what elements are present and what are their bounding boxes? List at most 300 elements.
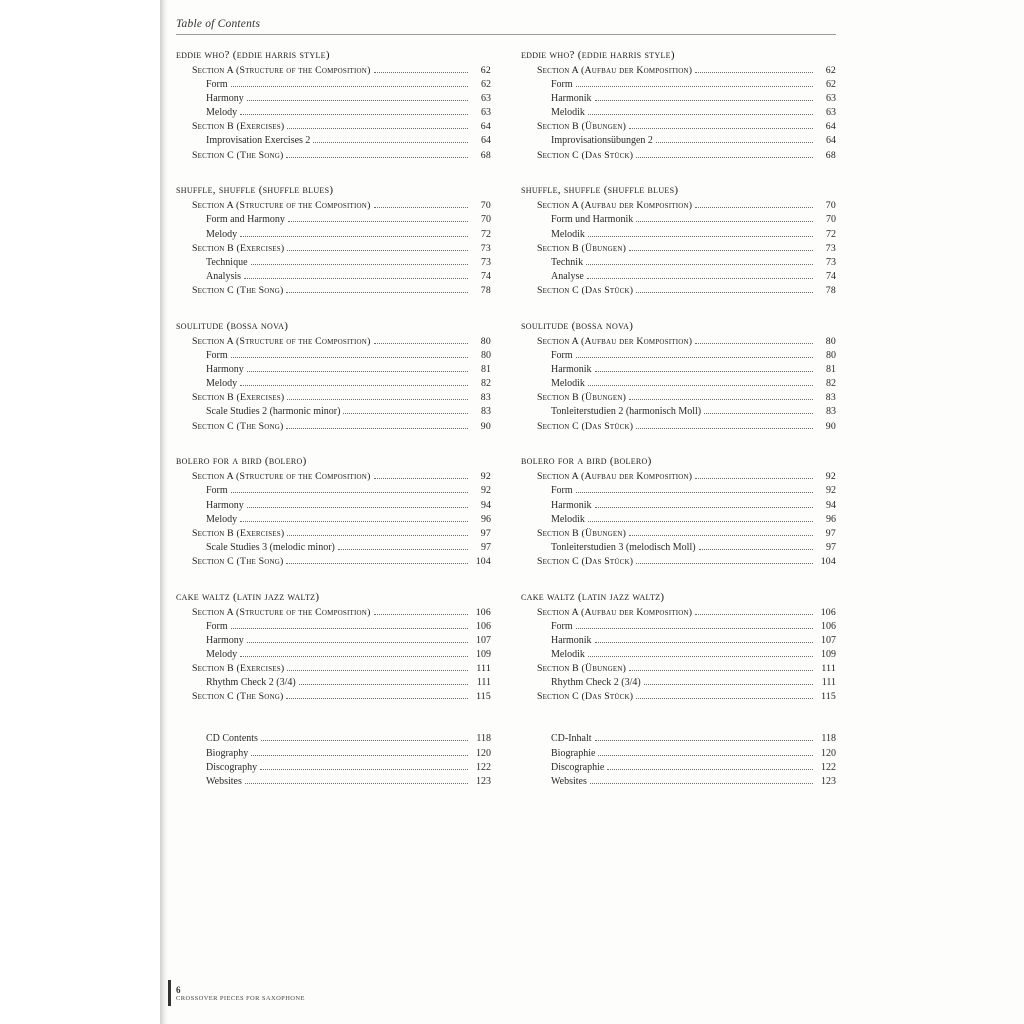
toc-entry-label: Melody xyxy=(206,378,238,390)
toc-leader-dots xyxy=(240,384,468,386)
toc-entry-label: Section C (Das Stück) xyxy=(537,285,634,297)
toc-entry-label: Section A (Aufbau der Komposition) xyxy=(537,471,693,483)
toc-entry[interactable] xyxy=(521,284,836,298)
toc-entry-label: Form xyxy=(551,485,573,497)
toc-entry[interactable] xyxy=(176,606,491,620)
toc-leader-dots xyxy=(299,683,468,685)
toc-leader-dots xyxy=(576,356,813,358)
toc-entry[interactable] xyxy=(521,199,836,213)
toc-entry-label: Section A (Structure of the Composition) xyxy=(192,200,371,212)
toc-entry-label: Section A (Aufbau der Komposition) xyxy=(537,606,693,618)
toc-entry-label: Section B (Übungen) xyxy=(537,392,627,404)
toc-entry-label: Section A (Structure of the Composition) xyxy=(192,65,371,76)
toc-entry[interactable] xyxy=(521,470,836,484)
toc-group xyxy=(176,455,491,568)
toc-entry[interactable] xyxy=(176,662,491,676)
toc-leader-dots xyxy=(240,235,468,237)
toc-leader-dots xyxy=(656,141,813,143)
toc-group xyxy=(176,591,491,704)
toc-leader-dots xyxy=(595,641,813,643)
toc-entry[interactable] xyxy=(521,78,836,92)
toc-leader-dots xyxy=(629,398,813,400)
toc-entry[interactable] xyxy=(521,228,836,242)
toc-entry[interactable] xyxy=(176,120,491,134)
toc-entry-label: Melodik xyxy=(551,513,585,525)
toc-entry-page: 109 xyxy=(476,649,491,661)
toc-entry[interactable] xyxy=(521,620,836,634)
toc-leader-dots xyxy=(260,768,468,770)
toc-entry[interactable] xyxy=(176,513,491,527)
toc-entry-label: Melody xyxy=(206,228,238,240)
toc-entry[interactable] xyxy=(521,541,836,555)
toc-entry-page: 96 xyxy=(826,513,836,525)
toc-entry-label: Section C (The Song) xyxy=(192,691,284,703)
toc-entry-label: Form xyxy=(551,620,573,632)
toc-entry[interactable] xyxy=(176,747,491,761)
toc-entry[interactable] xyxy=(521,391,836,405)
toc-leader-dots xyxy=(374,71,468,73)
toc-group xyxy=(176,184,491,297)
toc-leader-dots xyxy=(287,249,468,251)
toc-leader-dots xyxy=(240,655,468,657)
toc-entry[interactable] xyxy=(521,405,836,419)
toc-entry-label: Section B (Exercises) xyxy=(192,527,285,539)
toc-entry-page: 96 xyxy=(481,513,491,525)
toc-entry-label: Harmonik xyxy=(551,634,592,646)
toc-entry-label: Tonleiterstudien 3 (melodisch Moll) xyxy=(551,541,696,553)
toc-chapter-title[interactable]: cake waltz (latin jazz waltz) xyxy=(521,590,665,603)
toc-entry-page: 80 xyxy=(826,349,836,361)
toc-entry-page: 64 xyxy=(825,121,836,133)
toc-leader-dots xyxy=(695,71,813,73)
toc-entry-label: Analyse xyxy=(551,270,584,282)
toc-entry-page: 94 xyxy=(826,499,836,511)
toc-entry[interactable] xyxy=(521,648,836,662)
toc-entry-label: Section C (Das Stück) xyxy=(537,691,634,703)
toc-entry[interactable] xyxy=(176,256,491,270)
toc-entry-label: Harmonik xyxy=(551,499,592,511)
toc-entry-page: 62 xyxy=(481,78,491,90)
toc-entry[interactable] xyxy=(521,484,836,498)
toc-entry[interactable] xyxy=(176,391,491,405)
toc-leader-dots xyxy=(313,141,468,143)
toc-entry-page: 111 xyxy=(476,663,491,675)
toc-chapter-title[interactable]: soulitude (bossa nova) xyxy=(176,319,289,332)
toc-entry-page: 122 xyxy=(476,761,491,773)
toc-entry[interactable] xyxy=(521,732,836,746)
toc-entry-page: 83 xyxy=(825,392,836,404)
toc-entry-label: Section C (The Song) xyxy=(192,420,284,432)
toc-entry-page: 90 xyxy=(480,420,491,432)
toc-entry[interactable] xyxy=(176,499,491,513)
toc-leader-dots xyxy=(629,669,813,671)
toc-leader-dots xyxy=(629,534,813,536)
toc-leader-dots xyxy=(247,641,468,643)
toc-leader-dots xyxy=(695,613,813,615)
toc-entry[interactable] xyxy=(521,335,836,349)
toc-chapter-title[interactable]: eddie who? (eddie harris style) xyxy=(521,49,675,61)
toc-entry[interactable] xyxy=(521,92,836,106)
toc-entry[interactable] xyxy=(521,499,836,513)
toc-entry-page: 70 xyxy=(826,214,836,226)
toc-entry-label: CD-Inhalt xyxy=(551,733,592,745)
toc-entry[interactable] xyxy=(176,106,491,120)
toc-leader-dots xyxy=(287,398,468,400)
toc-entry-page: 118 xyxy=(821,733,836,745)
toc-leader-dots xyxy=(587,277,813,279)
toc-entry[interactable] xyxy=(521,606,836,620)
toc-entry-label: Melody xyxy=(206,513,238,525)
toc-entry-page: 73 xyxy=(826,256,836,268)
toc-entry[interactable] xyxy=(176,363,491,377)
toc-entry-page: 97 xyxy=(826,541,836,553)
toc-chapter-title[interactable]: shuffle, shuffle (shuffle blues) xyxy=(521,184,679,197)
toc-leader-dots xyxy=(231,356,468,358)
toc-entry[interactable] xyxy=(176,199,491,213)
toc-entry-label: Discography xyxy=(206,761,258,773)
toc-entry[interactable] xyxy=(176,676,491,690)
toc-chapter-title[interactable]: soulitude (bossa nova) xyxy=(521,319,634,332)
toc-entry-page: 72 xyxy=(826,228,836,240)
toc-entry-page: 123 xyxy=(476,775,491,787)
toc-entry[interactable] xyxy=(521,662,836,676)
toc-entry-label: Section A (Structure of the Composition) xyxy=(192,606,371,618)
toc-entry[interactable] xyxy=(176,134,491,148)
toc-leader-dots xyxy=(595,739,813,741)
toc-entry-label: Improvisation Exercises 2 xyxy=(206,135,311,147)
toc-entry-label: Form and Harmony xyxy=(206,214,285,226)
toc-leader-dots xyxy=(595,370,813,372)
toc-entry-label: Rhythm Check 2 (3/4) xyxy=(206,677,296,689)
toc-leader-dots xyxy=(588,235,813,237)
toc-leader-dots xyxy=(286,562,468,564)
toc-leader-dots xyxy=(636,220,813,222)
toc-leader-dots xyxy=(629,249,813,251)
toc-entry[interactable] xyxy=(521,747,836,761)
toc-entry-label: Section B (Exercises) xyxy=(192,663,285,675)
toc-entry-label: Section B (Exercises) xyxy=(192,121,285,133)
toc-entry-label: Websites xyxy=(206,775,242,787)
toc-leader-dots xyxy=(595,506,813,508)
toc-entry-page: 104 xyxy=(475,555,491,567)
toc-entry[interactable] xyxy=(176,527,491,541)
toc-entry[interactable] xyxy=(521,513,836,527)
toc-entry[interactable] xyxy=(521,120,836,134)
toc-entry-page: 73 xyxy=(825,242,836,254)
toc-leader-dots xyxy=(286,697,468,699)
toc-entry[interactable] xyxy=(521,634,836,648)
toc-entry-label: Harmony xyxy=(206,499,244,511)
toc-leader-dots xyxy=(374,206,468,208)
toc-column-de xyxy=(521,49,836,811)
toc-leader-dots xyxy=(586,263,813,265)
toc-entry-label: Form und Harmonik xyxy=(551,214,634,226)
toc-leader-dots xyxy=(374,477,468,479)
toc-entry[interactable] xyxy=(176,349,491,363)
toc-chapter-title[interactable]: eddie who? (eddie harris style) xyxy=(176,49,330,61)
toc-entry-page: 82 xyxy=(826,378,836,390)
toc-entry[interactable] xyxy=(176,270,491,284)
toc-entry[interactable] xyxy=(176,555,491,569)
toc-group xyxy=(521,455,836,568)
toc-entry-label: Section A (Aufbau der Komposition) xyxy=(537,335,693,347)
toc-entry-page: 120 xyxy=(476,747,491,759)
toc-leader-dots xyxy=(636,156,813,158)
toc-leader-dots xyxy=(636,697,813,699)
toc-entry-label: Rhythm Check 2 (3/4) xyxy=(551,677,641,689)
toc-entry-page: 123 xyxy=(821,775,836,787)
toc-entry-label: Section B (Übungen) xyxy=(537,242,627,254)
toc-entry-page: 64 xyxy=(480,121,491,133)
toc-entry-label: Form xyxy=(206,485,228,497)
toc-group xyxy=(521,320,836,433)
page-number: 6 xyxy=(176,985,181,995)
toc-leader-dots xyxy=(644,683,813,685)
toc-entry-page: 74 xyxy=(826,270,836,282)
toc-leader-dots xyxy=(251,263,468,265)
toc-leader-dots xyxy=(240,113,468,115)
toc-entry-page: 92 xyxy=(481,485,491,497)
toc-entry[interactable] xyxy=(176,149,491,163)
toc-entry-page: 115 xyxy=(476,691,491,703)
toc-leader-dots xyxy=(286,427,468,429)
toc-entry[interactable] xyxy=(176,775,491,789)
toc-entry[interactable] xyxy=(521,676,836,690)
toc-entry-label: Improvisationsübungen 2 xyxy=(551,135,653,147)
toc-entry[interactable] xyxy=(521,242,836,256)
toc-entry-page: 97 xyxy=(825,527,836,539)
toc-entry-label: Harmony xyxy=(206,634,244,646)
toc-entry-page: 63 xyxy=(481,107,491,119)
toc-leader-dots xyxy=(244,277,468,279)
toc-entry-label: Section C (Das Stück) xyxy=(537,555,634,567)
toc-entry[interactable] xyxy=(521,64,836,78)
toc-entry[interactable] xyxy=(176,620,491,634)
toc-entry-page: 83 xyxy=(480,392,491,404)
toc-entry[interactable] xyxy=(176,732,491,746)
toc-leader-dots xyxy=(286,291,468,293)
toc-leader-dots xyxy=(231,627,468,629)
toc-entry-page: 78 xyxy=(825,285,836,297)
toc-entry-label: Form xyxy=(206,78,228,90)
toc-entry-label: Section B (Übungen) xyxy=(537,121,627,133)
toc-leader-dots xyxy=(629,127,813,129)
toc-entry[interactable] xyxy=(176,761,491,775)
toc-entry[interactable] xyxy=(176,484,491,498)
toc-entry[interactable] xyxy=(521,527,836,541)
toc-entry[interactable] xyxy=(176,690,491,704)
toc-leader-dots xyxy=(588,655,813,657)
toc-entry[interactable] xyxy=(176,284,491,298)
toc-group xyxy=(176,49,491,162)
toc-entry-page: 111 xyxy=(821,677,836,689)
toc-entry[interactable] xyxy=(521,775,836,789)
toc-entry[interactable] xyxy=(176,420,491,434)
toc-entry[interactable] xyxy=(176,377,491,391)
toc-chapter-title[interactable]: shuffle, shuffle (shuffle blues) xyxy=(176,184,334,197)
toc-entry-label: Discographie xyxy=(551,761,605,773)
toc-entry-page: 64 xyxy=(481,135,491,147)
toc-entry-label: Section B (Exercises) xyxy=(192,392,285,404)
toc-leader-dots xyxy=(576,627,813,629)
toc-entry-page: 62 xyxy=(826,78,836,90)
toc-entry-label: Harmony xyxy=(206,93,244,105)
toc-entry[interactable] xyxy=(521,256,836,270)
toc-entry-page: 64 xyxy=(826,135,836,147)
toc-entry-label: Harmonik xyxy=(551,93,592,105)
toc-leader-dots xyxy=(636,562,813,564)
toc-entry-page: 106 xyxy=(820,606,836,618)
toc-column-en xyxy=(176,49,491,811)
toc-entry[interactable] xyxy=(521,555,836,569)
toc-leader-dots xyxy=(699,548,813,550)
toc-entry-label: Melodik xyxy=(551,649,585,661)
toc-entry[interactable] xyxy=(176,470,491,484)
toc-entry[interactable] xyxy=(521,363,836,377)
toc-entry-label: Harmony xyxy=(206,364,244,376)
toc-entry[interactable] xyxy=(176,335,491,349)
toc-group xyxy=(521,49,836,162)
toc-entry-page: 118 xyxy=(476,733,491,745)
toc-entry-label: Melody xyxy=(206,649,238,661)
toc-entry[interactable] xyxy=(521,420,836,434)
toc-entry-label: Melody xyxy=(206,107,238,119)
book-title: CROSSOVER PIECES FOR SAXOPHONE xyxy=(176,995,305,1002)
toc-entry-page: 109 xyxy=(821,649,836,661)
toc-entry[interactable] xyxy=(521,349,836,363)
toc-columns xyxy=(176,49,836,811)
toc-group xyxy=(176,732,491,789)
toc-entry[interactable] xyxy=(521,134,836,148)
toc-entry[interactable] xyxy=(176,634,491,648)
toc-entry-label: Section A (Structure of the Composition) xyxy=(192,335,371,347)
toc-entry-page: 83 xyxy=(481,406,491,418)
toc-entry-page: 120 xyxy=(821,747,836,759)
toc-entry-page: 62 xyxy=(825,65,836,76)
toc-entry-label: Melodik xyxy=(551,378,585,390)
toc-entry-label: Section B (Exercises) xyxy=(192,242,285,254)
toc-entry-label: Technique xyxy=(206,256,248,268)
toc-leader-dots xyxy=(245,782,468,784)
toc-leader-dots xyxy=(704,412,813,414)
toc-group xyxy=(521,732,836,789)
toc-entry-page: 68 xyxy=(480,149,491,161)
toc-entry-label: Section C (The Song) xyxy=(192,285,284,297)
toc-entry-page: 115 xyxy=(821,691,836,703)
header-rule xyxy=(176,34,836,35)
toc-entry-label: Form xyxy=(551,78,573,90)
toc-entry-page: 73 xyxy=(481,256,491,268)
toc-entry-page: 81 xyxy=(481,364,491,376)
toc-entry-label: Biographie xyxy=(551,747,596,759)
toc-entry-label: Form xyxy=(551,349,573,361)
toc-entry[interactable] xyxy=(176,228,491,242)
toc-leader-dots xyxy=(343,412,468,414)
toc-entry[interactable] xyxy=(176,64,491,78)
toc-entry-page: 106 xyxy=(476,620,491,632)
toc-entry-label: Section A (Structure of the Composition) xyxy=(192,471,371,483)
toc-entry-page: 63 xyxy=(481,93,491,105)
toc-group xyxy=(521,184,836,297)
toc-chapter-title[interactable]: cake waltz (latin jazz waltz) xyxy=(176,590,320,603)
toc-entry-page: 80 xyxy=(481,349,491,361)
toc-entry[interactable] xyxy=(176,78,491,92)
toc-entry-page: 62 xyxy=(480,65,491,76)
toc-entry-label: Harmonik xyxy=(551,364,592,376)
page-left-margin xyxy=(0,0,160,1024)
toc-leader-dots xyxy=(374,342,468,344)
toc-group xyxy=(176,320,491,433)
toc-entry-page: 94 xyxy=(481,499,491,511)
toc-entry[interactable] xyxy=(176,92,491,106)
toc-entry[interactable] xyxy=(176,213,491,227)
toc-entry[interactable] xyxy=(521,270,836,284)
toc-leader-dots xyxy=(231,85,468,87)
toc-chapter-title[interactable]: bolero for a bird (bolero) xyxy=(521,455,652,468)
toc-entry[interactable] xyxy=(521,377,836,391)
toc-entry[interactable] xyxy=(521,213,836,227)
toc-entry-page: 107 xyxy=(476,634,491,646)
toc-entry-page: 122 xyxy=(821,761,836,773)
toc-leader-dots xyxy=(247,506,468,508)
toc-leader-dots xyxy=(695,342,813,344)
toc-entry-label: Websites xyxy=(551,775,587,787)
toc-chapter-title[interactable]: bolero for a bird (bolero) xyxy=(176,455,307,468)
toc-leader-dots xyxy=(288,220,468,222)
toc-entry-label: Scale Studies 3 (melodic minor) xyxy=(206,541,335,553)
toc-entry-page: 104 xyxy=(820,555,836,567)
toc-entry[interactable] xyxy=(521,690,836,704)
toc-leader-dots xyxy=(595,99,813,101)
toc-entry-page: 63 xyxy=(826,107,836,119)
toc-entry-page: 68 xyxy=(825,149,836,161)
toc-entry-label: Form xyxy=(206,349,228,361)
toc-entry[interactable] xyxy=(521,106,836,120)
page-header: Table of Contents xyxy=(176,18,261,30)
toc-entry-page: 92 xyxy=(825,471,836,483)
toc-entry-page: 74 xyxy=(481,270,491,282)
toc-entry-page: 70 xyxy=(825,200,836,212)
toc-leader-dots xyxy=(588,520,813,522)
toc-group xyxy=(521,591,836,704)
toc-entry[interactable] xyxy=(176,242,491,256)
toc-entry-label: Analysis xyxy=(206,270,241,282)
toc-leader-dots xyxy=(576,85,813,87)
toc-entry[interactable] xyxy=(176,405,491,419)
toc-entry-label: Section C (The Song) xyxy=(192,555,284,567)
toc-entry-label: Section C (Das Stück) xyxy=(537,149,634,161)
toc-entry[interactable] xyxy=(176,648,491,662)
toc-entry-page: 107 xyxy=(821,634,836,646)
toc-entry[interactable] xyxy=(521,149,836,163)
toc-entry[interactable] xyxy=(521,761,836,775)
toc-entry-label: Scale Studies 2 (harmonic minor) xyxy=(206,406,341,418)
toc-leader-dots xyxy=(287,534,468,536)
toc-leader-dots xyxy=(287,669,468,671)
toc-entry-label: Form xyxy=(206,620,228,632)
toc-leader-dots xyxy=(240,520,468,522)
toc-leader-dots xyxy=(374,613,468,615)
toc-entry-page: 97 xyxy=(481,541,491,553)
toc-entry-page: 106 xyxy=(821,620,836,632)
toc-leader-dots xyxy=(695,477,813,479)
toc-entry-label: Technik xyxy=(551,256,584,268)
toc-entry-page: 78 xyxy=(480,285,491,297)
toc-entry[interactable] xyxy=(176,541,491,555)
page-footer xyxy=(176,985,476,1002)
footer-bar xyxy=(168,980,171,1006)
toc-entry-page: 97 xyxy=(480,527,491,539)
